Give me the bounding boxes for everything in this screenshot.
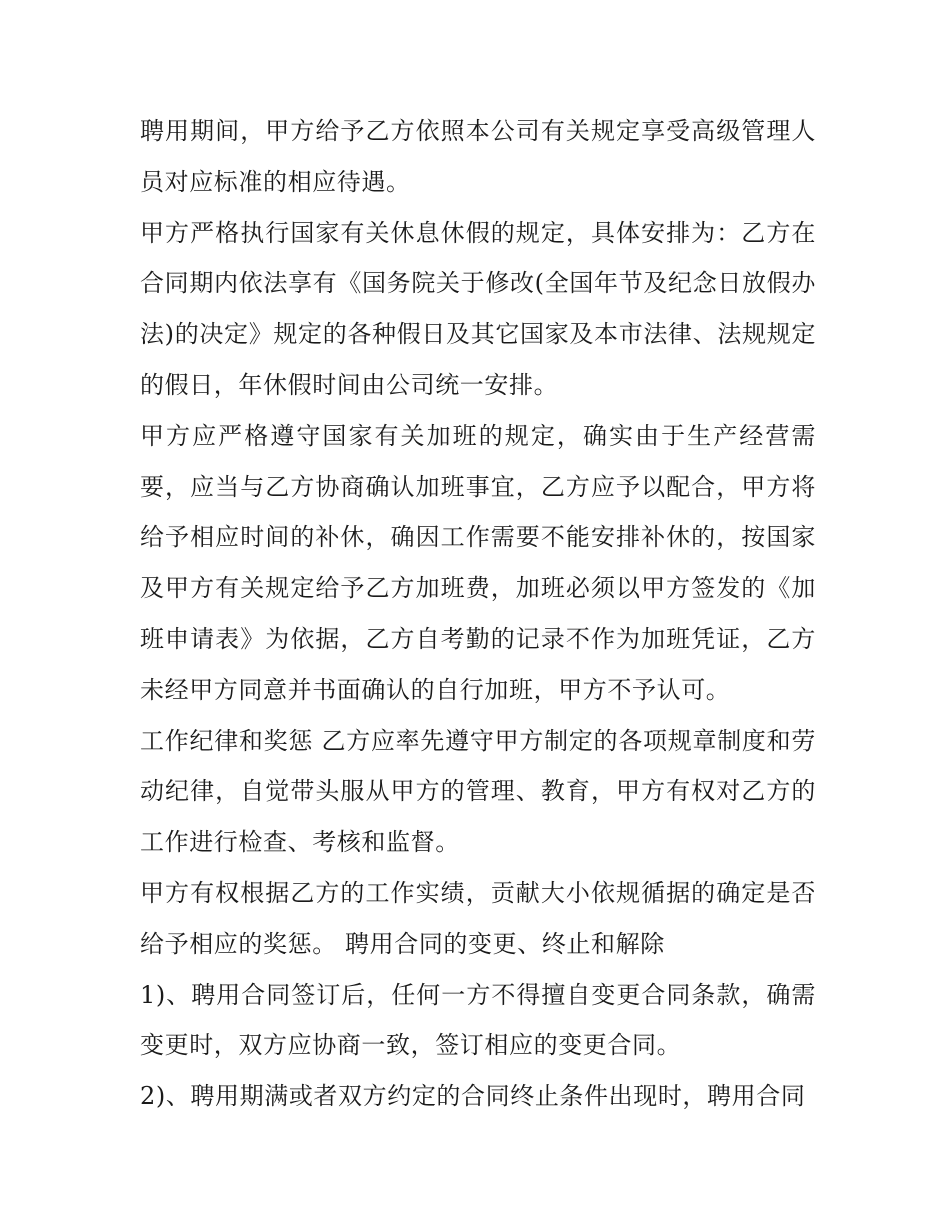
- paragraph-holidays: 甲方严格执行国家有关休息休假的规定，具体安排为：乙方在合同期内依法享有《国务院关于修改(全国年节及纪念日放假办法)的决定》规定的各种假日及其它国家及本市法律、法规规定的假日，年休假时间由公司统一安排。: [140, 218, 816, 399]
- paragraph-treatment: 聘用期间，甲方给予乙方依照本公司有关规定享受高级管理人员对应标准的相应待遇。: [140, 117, 816, 196]
- paragraph-clause-1: 1)、聘用合同签订后，任何一方不得擅自变更合同条款，确需变更时，双方应协商一致，签订相应的变更合同。: [140, 980, 816, 1060]
- paragraph-rewards: 甲方有权根据乙方的工作实绩，贡献大小依规循据的确定是否给予相应的奖惩。 聘用合同的变更、终止和解除: [140, 878, 816, 958]
- document-body: [140, 106, 816, 1122]
- paragraph-discipline: 工作纪律和奖惩 乙方应率先遵守甲方制定的各项规章制度和劳动纪律，自觉带头服从甲方的管理、教育，甲方有权对乙方的工作进行检查、考核和监督。: [140, 726, 816, 857]
- paragraph-overtime: 甲方应严格遵守国家有关加班的规定，确实由于生产经营需要，应当与乙方协商确认加班事宜，乙方应予以配合，甲方将给予相应时间的补休，确因工作需要不能安排补休的，按国家及甲方有关规定给予乙方加班费，加班必须以甲方签发的《加班申请表》为依据，乙方自考勤的记录不作为加班凭证，乙方未经甲方同意并书面确认的自行加班，甲方不予认可。: [140, 421, 816, 704]
- paragraph-clause-2: 2)、聘用期满或者双方约定的合同终止条件出现时，聘用合同: [140, 1082, 806, 1111]
